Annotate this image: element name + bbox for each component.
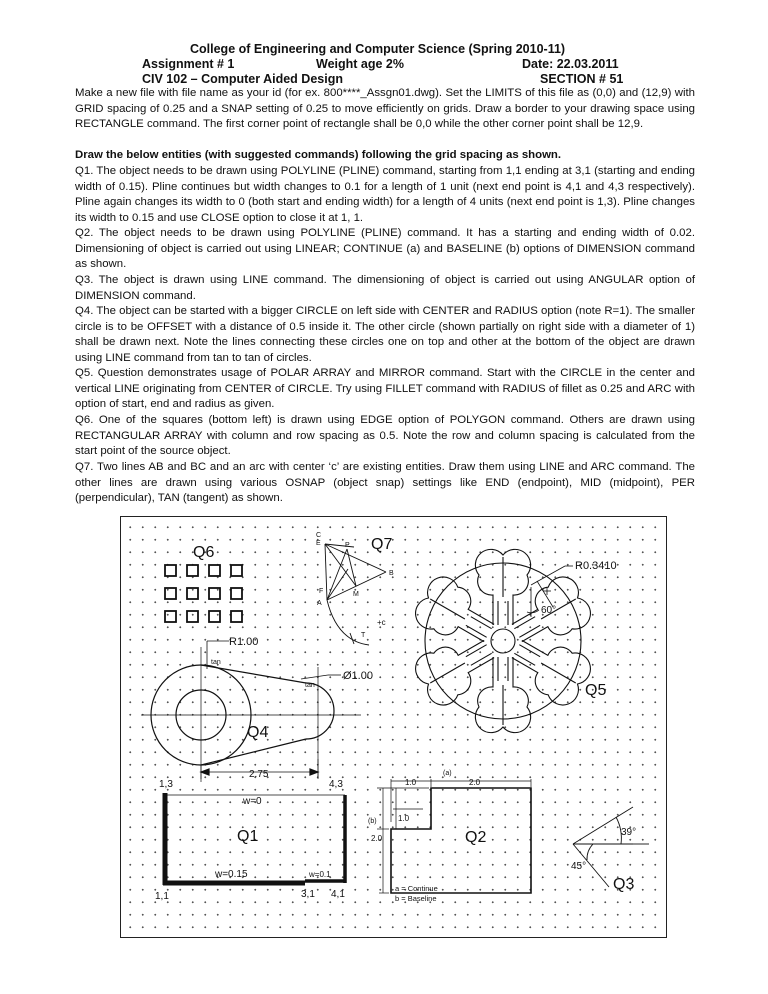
q2-dim-1: 1.0 (405, 778, 417, 787)
q2-figure (377, 779, 531, 893)
instruction-paragraph (75, 148, 695, 164)
q7-point-f: F (319, 588, 324, 595)
q5-label: Q5 (585, 682, 607, 699)
q1-width-01: w=0.1 (309, 870, 331, 879)
q2-note-continue: a = Continue (395, 884, 438, 893)
q2-label-a: (a) (443, 770, 452, 777)
q1-width-0: w=0 (243, 796, 262, 807)
q1-label: Q1 (237, 828, 259, 845)
q7-paragraph: Q7. Two lines AB and BC and an arc with center ‘c’ are existing entities. Draw them using LINE and ARC command. The other lines are drawn using various OSNAP (object snap) settings like END (endpoint), MID (midpoint), PER (perpendicular), TAN (tangent) as shown. (75, 461, 695, 504)
q1-coord-4-1: 4,1 (331, 889, 345, 900)
weight-age: Weight age 2% (316, 57, 404, 71)
instruction-text: Draw the below entities (with suggested commands) following the grid spacing as shown. (75, 149, 562, 161)
q1-paragraph: Q1. The object needs to be drawn using POLYLINE (PLINE) command, starting from 1,1 ending at 3,1 (starting and ending width of 0.15). Pline continues but width changes to 0.1 for a length of 1 unit (next end point is 4,1 and 4,3 respectively). Pline again changes its width to 0 (both start and ending width) for a length of 4 units (next end point is 1,3). Pline changes its width to 0.15 and use CLOSE option to close it at 1, 1. (75, 165, 695, 224)
q7-point-b: B (389, 570, 394, 577)
q1-coord-1-1: 1,1 (155, 891, 169, 902)
assignment-number: Assignment # 1 (142, 57, 235, 71)
course-title: CIV 102 – Computer Aided Design (142, 72, 343, 86)
q7-point-c: C (316, 532, 322, 539)
q7-point-t: T (361, 632, 366, 639)
q4-label: Q4 (247, 724, 269, 741)
q3-paragraph: Q3. The object is drawn using LINE command. The dimensioning of object is carried out using ANGULAR option of DIMENSION command. (75, 274, 695, 302)
q7-point-a: A (317, 600, 322, 607)
q7-point-m: M (353, 591, 359, 598)
q7-point-e: E (316, 540, 321, 547)
q5-paragraph: Q5. Question demonstrates usage of POLAR ARRAY and MIRROR command. Start with the CIRCLE in the center and vertical LINE originating from CENTER of CIRCLE. Try using FILLET command with RADIUS of fillet as 0.25 and ARC with option of start, end and radius as given. (75, 367, 695, 410)
q2-label-b: (b) (368, 818, 377, 825)
q2-dim-3: 1.0 (398, 814, 410, 823)
q4-paragraph: Q4. The object can be started with a bigger CIRCLE on left side with CENTER and RADIUS option (note R=1). The smaller circle is to be OFFSET with a distance of 0.5 inside it. The other circle (shown partially on right side with a diameter of 1) shall be drawn next. Note the lines connecting these circles one on top and other at the bottom of the object are drawn using LINE command from tan to tan of circles. (75, 305, 695, 364)
q3-angle-39: 39° (621, 827, 637, 838)
cad-drawing-svg (121, 517, 666, 937)
q1-coord-1-3: 1,3 (159, 779, 173, 790)
q2-note-baseline: b = Baseline (395, 894, 437, 903)
q4-tan-left: tan (211, 659, 221, 666)
q1-coord-4-3: 4,3 (329, 779, 343, 790)
q4-tan-right: tan (305, 682, 315, 689)
q7-arc-center: +c (377, 618, 386, 627)
q4-radius-label: R1.00 (229, 636, 259, 648)
q4-diameter-label: Ø1.00 (343, 670, 373, 682)
q3-label: Q3 (613, 876, 635, 893)
q5-figure (410, 549, 596, 732)
q3-angle-45: 45° (571, 861, 587, 872)
q2-dim-2: 2.0 (469, 778, 481, 787)
q5-radius-label: R0.3410 (575, 560, 617, 572)
q7-label: Q7 (371, 536, 393, 553)
assignment-date: Date: 22.03.2011 (522, 57, 619, 71)
q7-point-p: P (345, 542, 350, 549)
q6-label: Q6 (193, 544, 215, 561)
intro-paragraph: Make a new file with file name as your id (for ex. 800****_Assgn01.dwg). Set the LIMITS of this file as (0,0) and (12,9) with GRID spacing of 0.25 and a SNAP setting of 0.25 to move efficiently on grids. Draw a border to your drawing space using RECTANGLE command. The first corner point of rectangle shall be 0,0 while the other corner point shall be 12,9. (75, 87, 695, 130)
section-number: SECTION # 51 (540, 72, 624, 86)
college-title: College of Engineering and Computer Science (Spring 2010-11) (190, 42, 566, 56)
q1-width-015: w=0.15 (215, 869, 248, 880)
q4-dimension-label: 2.75 (249, 769, 269, 780)
q2-dim-4: 2.0 (371, 834, 383, 843)
q5-angle-label: 60° (541, 605, 557, 616)
cad-drawing (120, 516, 667, 938)
q6-squares (165, 565, 242, 622)
q2-label: Q2 (465, 829, 487, 846)
q4-figure (141, 641, 361, 782)
q2-paragraph: Q2. The object needs to be drawn using POLYLINE (PLINE) command. It has a starting and ending width of 0.02. Dimensioning of object is carried out using LINEAR; CONTINUE (a) and BASELINE (b) options of DIMENSION command as shown. (75, 227, 695, 270)
q6-paragraph: Q6. One of the squares (bottom left) is drawn using EDGE option of POLYGON command. Others are drawn using RECTANGULAR ARRAY with column and row spacing as 0.5. Note the row and column spacing is calculated from the start point of the source object. (75, 414, 695, 457)
q3-figure (573, 807, 649, 887)
q1-coord-3-1: 3,1 (301, 889, 315, 900)
